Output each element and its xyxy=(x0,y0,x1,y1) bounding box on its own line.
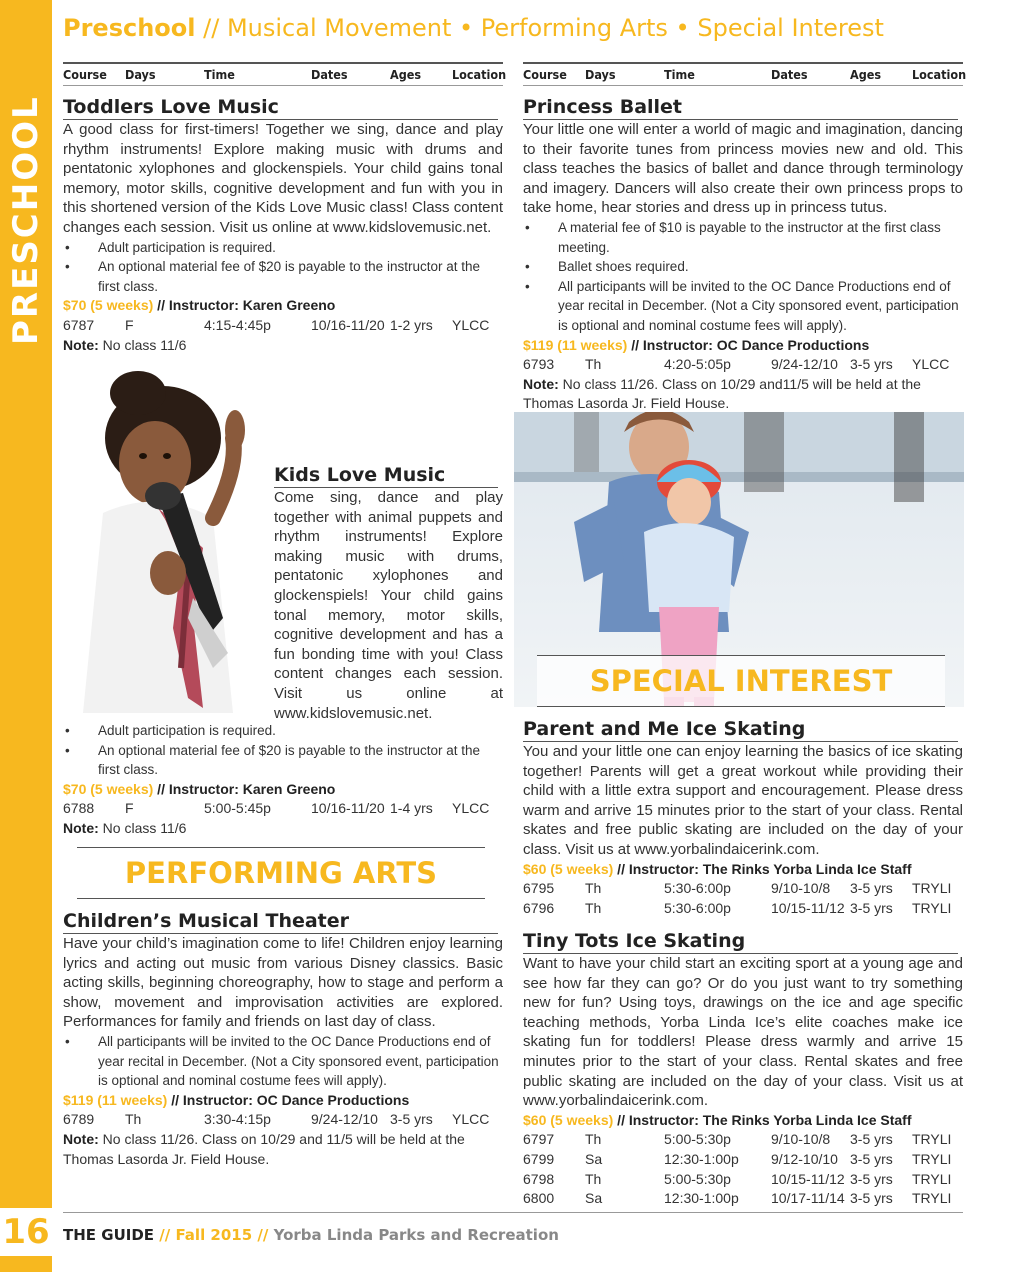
course-note-toddlers xyxy=(63,336,503,356)
th-course: Course xyxy=(63,67,107,82)
table-row xyxy=(63,1110,503,1130)
cell-time: 5:00-5:30p xyxy=(664,1131,731,1148)
section-heading-special-interest: SPECIAL INTEREST xyxy=(537,655,945,707)
table-row xyxy=(63,316,503,336)
cell-dates: 10/17-11/14 xyxy=(771,1190,845,1207)
cell-ages: 3-5 yrs xyxy=(850,1170,893,1187)
page-number: 16 xyxy=(0,1208,52,1256)
cell-days: F xyxy=(125,316,134,333)
cell-ages: 3-5 yrs xyxy=(850,1190,893,1207)
course-fee-ballet xyxy=(523,336,963,356)
cell-dates: 10/16-11/20 xyxy=(311,316,385,333)
course-desc-toddlers: A good class for first-timers! Together we sing, dance and play rhythm instruments! Explore making music with drums and pentatonic xylophones and glockenspiels. Your child gains tonal memory, motor skills, cognitive development and fun with you in this shortened version of the Kids Love Music class! Class content changes each session. Visit us online at www.kidslovemusic.net. xyxy=(63,121,503,236)
course-title-toddlers: Toddlers Love Music xyxy=(63,96,498,120)
cell-location: TRYLI xyxy=(912,1131,952,1148)
th-days: Days xyxy=(125,67,156,82)
course-bullets-ballet xyxy=(523,218,963,336)
cell-time: 5:30-6:00p xyxy=(664,899,731,916)
cell-course: 6793 xyxy=(523,356,555,373)
th-dates: Dates xyxy=(311,67,348,82)
cell-dates: 9/10-10/8 xyxy=(771,880,831,897)
cell-days: Sa xyxy=(585,1190,603,1207)
course-title-parent-skate: Parent and Me Ice Skating xyxy=(523,718,958,742)
th-days: Days xyxy=(585,67,616,82)
cell-days: Th xyxy=(585,899,602,916)
cell-course: 6787 xyxy=(63,316,95,333)
cell-location: YLCC xyxy=(452,316,490,333)
header-bold: Preschool xyxy=(63,14,196,42)
bullet: • An optional material fee of $20 is payable to the instructor at the first class. xyxy=(63,257,503,296)
cell-dates: 10/15-11/12 xyxy=(771,1170,845,1187)
price: $70 (5 weeks) xyxy=(63,297,154,314)
course-fee-toddlers xyxy=(63,296,503,316)
kids-love-music-details xyxy=(63,721,503,839)
footer-guide: THE GUIDE xyxy=(63,1226,155,1244)
note-text: No class 11/26. Class on 10/29 and11/5 will be held at the Thomas Lasorda Jr. Field House. xyxy=(523,375,921,412)
right-column-top xyxy=(523,62,967,414)
course-fee-theater xyxy=(63,1091,503,1111)
course-desc-kids: Come sing, dance and play together with animal puppets and rhythm instruments! Explore making music with drums, pentatonic xylophones and glockenspiels! Your child gains tonal memory, motor skills, cognitive development and has a fun bonding time with you! Class content changes each session. Visit us online at www.kidslovemusic.net. xyxy=(274,489,503,722)
cell-days: Th xyxy=(585,880,602,897)
cell-days: F xyxy=(125,800,134,817)
cell-days: Th xyxy=(125,1111,142,1128)
course-note-kids xyxy=(63,819,503,839)
course-bullets-kids xyxy=(63,721,503,780)
bullet: • All participants will be invited to the OC Dance Productions end of year recital in December. (Not a City sponsored event, participation is optional and nominal costume fees will apply). xyxy=(523,277,963,336)
note-text: No class 11/6 xyxy=(98,819,187,836)
course-fee-kids xyxy=(63,780,503,800)
cell-location: YLCC xyxy=(452,800,490,817)
cell-location: TRYLI xyxy=(912,1170,952,1187)
cell-dates: 9/12-10/10 xyxy=(771,1150,838,1167)
cell-course: 6788 xyxy=(63,800,95,817)
course-title-kids: Kids Love Music xyxy=(274,464,498,488)
bullet: • Adult participation is required. xyxy=(63,238,503,258)
note-text: No class 11/6 xyxy=(98,336,187,353)
note-label: Note: xyxy=(63,1130,99,1147)
cell-location: YLCC xyxy=(452,1111,490,1128)
bullet: • Ballet shoes required. xyxy=(523,257,963,277)
theater-block xyxy=(63,900,503,1169)
header-rest: Musical Movement • Performing Arts • Special Interest xyxy=(226,14,884,42)
cell-course: 6789 xyxy=(63,1111,95,1128)
course-fee-parent-skate xyxy=(523,860,963,880)
th-time: Time xyxy=(664,67,695,82)
course-note-theater xyxy=(63,1130,503,1169)
note-text: No class 11/26. Class on 10/29 and 11/5 will be held at the Thomas Lasorda Jr. Field House. xyxy=(63,1130,465,1167)
cell-ages: 1-4 yrs xyxy=(390,800,433,817)
instructor: // Instructor: Karen Greeno xyxy=(153,297,336,314)
footer-rule xyxy=(63,1212,963,1213)
cell-time: 5:30-6:00p xyxy=(664,880,731,897)
section-heading-performing-arts: PERFORMING ARTS xyxy=(77,847,485,899)
table-row xyxy=(523,1170,963,1190)
th-ages: Ages xyxy=(850,67,882,82)
cell-time: 4:20-5:05p xyxy=(664,356,731,373)
cell-course: 6798 xyxy=(523,1170,555,1187)
th-location: Location xyxy=(912,67,967,82)
table-row xyxy=(523,1189,963,1209)
cell-days: Th xyxy=(585,1131,602,1148)
cell-location: TRYLI xyxy=(912,1150,952,1167)
course-desc-parent-skate: You and your little one can enjoy learning the basics of ice skating together! Parents will get a great workout while providing their child with a little extra support and encouragement. Please dress warm and arrive 15 minutes prior to the start of your class. Rental skates and free public skating are included on the day of your class. Visit us at www.yorbalindaicerink.com. xyxy=(523,743,963,858)
cell-time: 5:00-5:30p xyxy=(664,1170,731,1187)
table-row xyxy=(523,899,963,919)
cell-course: 6800 xyxy=(523,1190,555,1207)
table-header xyxy=(523,62,967,86)
cell-days: Sa xyxy=(585,1150,603,1167)
side-label xyxy=(6,305,46,345)
cell-course: 6797 xyxy=(523,1131,555,1148)
instructor: // Instructor: OC Dance Productions xyxy=(627,336,870,353)
header-sep: // xyxy=(195,14,227,42)
cell-location: TRYLI xyxy=(912,899,952,916)
footer-season: Fall 2015 xyxy=(175,1226,253,1244)
th-course: Course xyxy=(523,67,567,82)
table-row xyxy=(523,1150,963,1170)
footer-sep: // xyxy=(154,1226,176,1244)
course-desc-theater: Have your child’s imagination come to life! Children enjoy learning lyrics and acting out music from various Disney classics. Basic acting skills, beginning choreography, how to stage and perform a show, movement and improvisation activities are explored. Performances for family and friends on last day of class. xyxy=(63,935,503,1031)
cell-days: Th xyxy=(585,1170,602,1187)
note-label: Note: xyxy=(63,819,99,836)
instructor: // Instructor: Karen Greeno xyxy=(153,780,336,797)
course-desc-ballet: Your little one will enter a world of magic and imagination, dancing to their favorite tunes from princess movies new and old. This class teaches the basics of ballet and dance through terminology and imagery. Dancers will also create their own princess props to take home, hear stories and dress up in princess tutus. xyxy=(523,121,963,217)
price: $119 (11 weeks) xyxy=(63,1091,168,1108)
cell-course: 6796 xyxy=(523,899,555,916)
table-row xyxy=(523,1130,963,1150)
instructor: // Instructor: OC Dance Productions xyxy=(167,1091,410,1108)
cell-course: 6799 xyxy=(523,1150,555,1167)
cell-ages: 3-5 yrs xyxy=(390,1111,433,1128)
parent-skate-block xyxy=(523,708,963,918)
cell-ages: 3-5 yrs xyxy=(850,356,893,373)
bullet: • An optional material fee of $20 is payable to the instructor at the first class. xyxy=(63,741,503,780)
price: $70 (5 weeks) xyxy=(63,780,154,797)
page-footer xyxy=(63,1226,559,1244)
price: $60 (5 weeks) xyxy=(523,860,614,877)
price: $60 (5 weeks) xyxy=(523,1111,614,1128)
cell-ages: 3-5 yrs xyxy=(850,1150,893,1167)
th-time: Time xyxy=(204,67,235,82)
cell-location: YLCC xyxy=(912,356,950,373)
cell-time: 4:15-4:45p xyxy=(204,316,271,333)
cell-location: TRYLI xyxy=(912,1190,952,1207)
th-location: Location xyxy=(452,67,507,82)
cell-time: 12:30-1:00p xyxy=(664,1190,739,1207)
cell-time: 3:30-4:15p xyxy=(204,1111,271,1128)
tiny-tots-block xyxy=(523,920,963,1209)
cell-ages: 3-5 yrs xyxy=(850,1131,893,1148)
cell-time: 5:00-5:45p xyxy=(204,800,271,817)
footer-sep-2: // xyxy=(252,1226,274,1244)
cell-location: TRYLI xyxy=(912,880,952,897)
cell-dates: 9/24-12/10 xyxy=(771,356,838,373)
cell-ages: 3-5 yrs xyxy=(850,899,893,916)
cell-course: 6795 xyxy=(523,880,555,897)
cell-time: 12:30-1:00p xyxy=(664,1150,739,1167)
instructor: // Instructor: The Rinks Yorba Linda Ice Staff xyxy=(613,860,912,877)
th-dates: Dates xyxy=(771,67,808,82)
course-bullets-toddlers xyxy=(63,238,503,297)
course-fee-tiny-tots xyxy=(523,1111,963,1131)
bullet: • Adult participation is required. xyxy=(63,721,503,741)
girl-microphone-photo xyxy=(63,368,263,713)
cell-ages: 1-2 yrs xyxy=(390,316,433,333)
instructor: // Instructor: The Rinks Yorba Linda Ice Staff xyxy=(613,1111,912,1128)
cell-dates: 9/10-10/8 xyxy=(771,1131,831,1148)
course-title-tiny-tots: Tiny Tots Ice Skating xyxy=(523,930,958,954)
cell-dates: 10/16-11/20 xyxy=(311,800,385,817)
table-row xyxy=(523,355,963,375)
table-row xyxy=(523,879,963,899)
course-title-theater: Children’s Musical Theater xyxy=(63,910,498,934)
course-desc-tiny-tots: Want to have your child start an exciting sport at a young age and see how far they can go? Or do you just want to try something new for fun? Using toys, drawings on the ice and age specific teaching methods, Yorba Linda Ice’s elite coaches make ice skating fun for toddlers! Please dress warmly and arrive 15 minutes prior to the start of your class. Rental skates and free public skating are included on the day of your class. Visit us at www.yorbalindaicerink.com. xyxy=(523,955,963,1110)
left-column-top xyxy=(63,62,507,355)
course-note-ballet xyxy=(523,375,963,414)
cell-dates: 10/15-11/12 xyxy=(771,899,845,916)
cell-ages: 3-5 yrs xyxy=(850,880,893,897)
bullet: • All participants will be invited to the OC Dance Productions end of year recital in December. (Not a City sponsored event, participation is optional and nominal costume fees will apply). xyxy=(63,1032,503,1091)
th-ages: Ages xyxy=(390,67,422,82)
table-header xyxy=(63,62,507,86)
course-bullets-theater xyxy=(63,1032,503,1091)
page-header xyxy=(63,14,884,42)
cell-dates: 9/24-12/10 xyxy=(311,1111,378,1128)
kids-love-music-block xyxy=(274,464,503,723)
table-row xyxy=(63,799,503,819)
bullet: • A material fee of $10 is payable to the instructor at the first class meeting. xyxy=(523,218,963,257)
course-title-ballet: Princess Ballet xyxy=(523,96,958,120)
cell-days: Th xyxy=(585,356,602,373)
price: $119 (11 weeks) xyxy=(523,336,628,353)
footer-org: Yorba Linda Parks and Recreation xyxy=(273,1226,559,1244)
note-label: Note: xyxy=(63,336,99,353)
note-label: Note: xyxy=(523,375,559,392)
